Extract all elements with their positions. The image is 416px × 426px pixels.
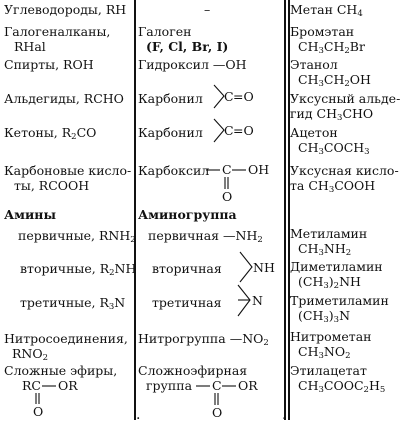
carbonyl-aldehyde-structure bbox=[214, 83, 274, 113]
example-acetone-formula: $CH_3COCH_3$ bbox=[298, 140, 370, 157]
group-nitro: Нитрогруппа $—NO_2$ bbox=[138, 331, 269, 348]
carboxyl-oh: OH bbox=[248, 162, 270, 177]
group-amino-tertiary: третичная bbox=[152, 295, 222, 310]
example-trimethylamine-formula: $(CH_3)_3N$ bbox=[298, 308, 351, 325]
group-halogen: Галоген bbox=[138, 24, 192, 39]
example-methylamine: Метиламин bbox=[290, 226, 368, 241]
example-nitromethane-formula: $CH_3NO_2$ bbox=[298, 344, 351, 361]
example-dimethylamine-formula: $(CH_3)_2NH$ bbox=[298, 274, 361, 291]
carboxyl-structure bbox=[206, 160, 286, 204]
class-secondary-amines: вторичные, $R_2NH$ bbox=[20, 261, 137, 278]
group-carboxyl: Карбоксил bbox=[138, 163, 210, 178]
example-acetone: Ацетон bbox=[290, 125, 338, 140]
group-carbonyl-ketone: Карбонил bbox=[138, 125, 203, 140]
class-primary-amines: первичные, $RNH_2$ bbox=[18, 228, 136, 245]
group-ester-label: группа bbox=[146, 378, 193, 393]
column-compound-classes bbox=[4, 0, 137, 420]
example-methylamine-formula: $CH_3NH_2$ bbox=[298, 241, 352, 258]
example-dimethylamine: Диметиламин bbox=[290, 259, 383, 274]
carboxyl-o: O bbox=[222, 189, 233, 204]
class-haloalkanes-formula: RHal bbox=[14, 39, 46, 54]
carbonyl-ketone-structure bbox=[214, 117, 274, 147]
carbonyl-ketone-eq-o: =O bbox=[233, 123, 254, 138]
ester-o-label: O bbox=[33, 404, 44, 419]
carbonyl-aldehyde-bonds bbox=[214, 85, 224, 108]
amino-secondary-nh: NH bbox=[253, 260, 275, 275]
class-ketones: Кетоны, $R_2CO$ bbox=[4, 125, 97, 142]
amino-tertiary-n: N bbox=[252, 293, 263, 308]
carbonyl-aldehyde-c: C bbox=[224, 89, 234, 104]
example-acetaldehyde: Уксусный альде- bbox=[290, 91, 401, 106]
ester-rc-label: RC bbox=[22, 378, 41, 393]
example-ethanol-formula: $CH_3CH_2OH$ bbox=[298, 72, 371, 89]
amino-tertiary-structure bbox=[238, 283, 288, 321]
ester-or-label: OR bbox=[58, 378, 78, 393]
carboxyl-c: C bbox=[222, 162, 232, 177]
column-divider-2 bbox=[282, 0, 287, 423]
group-halogen-list: (F, Cl, Br, I) bbox=[146, 39, 229, 54]
ester-group-o: O bbox=[212, 405, 223, 420]
amino-secondary-bonds bbox=[240, 252, 252, 282]
class-amines: Амины bbox=[4, 207, 56, 222]
column-functional-groups bbox=[136, 0, 282, 423]
carbonyl-ketone-bonds bbox=[214, 119, 224, 142]
carbonyl-ketone-c: C bbox=[224, 123, 234, 138]
example-bromoethane: Бромэтан bbox=[290, 24, 355, 39]
example-acetic-acid: Уксусная кисло- bbox=[290, 163, 399, 178]
group-amino: Аминогруппа bbox=[138, 207, 237, 222]
class-haloalkanes: Галогеналканы, bbox=[4, 24, 111, 39]
group-hydroxyl: Гидроксил —OH bbox=[138, 57, 247, 72]
example-trimethylamine: Триметиламин bbox=[290, 293, 389, 308]
class-nitro-compounds-formula: $RNO_2$ bbox=[12, 346, 49, 363]
carbonyl-aldehyde-eq-o: =O bbox=[233, 89, 254, 104]
example-acetic-acid-formula: та $CH_3COOH$ bbox=[290, 178, 376, 195]
amino-secondary-structure bbox=[240, 250, 290, 286]
ester-group-c: C bbox=[212, 378, 222, 393]
example-ethyl-acetate-formula: $CH_3COOC_2H_5$ bbox=[298, 378, 386, 395]
class-carboxylic-acids: Карбоновые кисло- bbox=[4, 163, 132, 178]
ester-structure bbox=[22, 378, 102, 418]
column-examples bbox=[290, 0, 416, 420]
class-tertiary-amines: третичные, $R_3N$ bbox=[20, 295, 126, 312]
class-esters: Сложные эфиры, bbox=[4, 363, 118, 378]
group-ester: Сложноэфирная bbox=[138, 363, 248, 378]
group-carbonyl-aldehyde: Карбонил bbox=[138, 91, 203, 106]
ester-group-structure bbox=[196, 376, 287, 423]
example-nitromethane: Нитрометан bbox=[290, 329, 372, 344]
example-bromoethane-formula: $CH_3CH_2Br$ bbox=[298, 39, 365, 56]
group-amino-secondary: вторичная bbox=[152, 261, 222, 276]
class-nitro-compounds: Нитросоединения, bbox=[4, 331, 128, 346]
class-alcohols: Спирты, ROH bbox=[4, 57, 94, 72]
separator-dot-2: . bbox=[282, 407, 287, 423]
example-ethyl-acetate: Этилацетат bbox=[290, 363, 367, 378]
group-none: – bbox=[204, 2, 211, 17]
class-aldehydes: Альдегиды, RCHO bbox=[4, 91, 124, 106]
class-carboxylic-acids-formula: ты, RCOOH bbox=[14, 178, 90, 193]
ester-group-or: OR bbox=[238, 378, 258, 393]
column-divider-1 bbox=[134, 0, 136, 420]
example-methane: Метан $CH_4$ bbox=[290, 2, 363, 19]
group-amino-primary: первичная $—NH_2$ bbox=[148, 228, 263, 245]
example-acetaldehyde-formula: гид $CH_3CHO$ bbox=[290, 106, 374, 123]
example-ethanol: Этанол bbox=[290, 57, 338, 72]
separator-dot-1: . bbox=[136, 407, 141, 423]
class-hydrocarbons: Углеводороды, RH bbox=[4, 2, 127, 17]
